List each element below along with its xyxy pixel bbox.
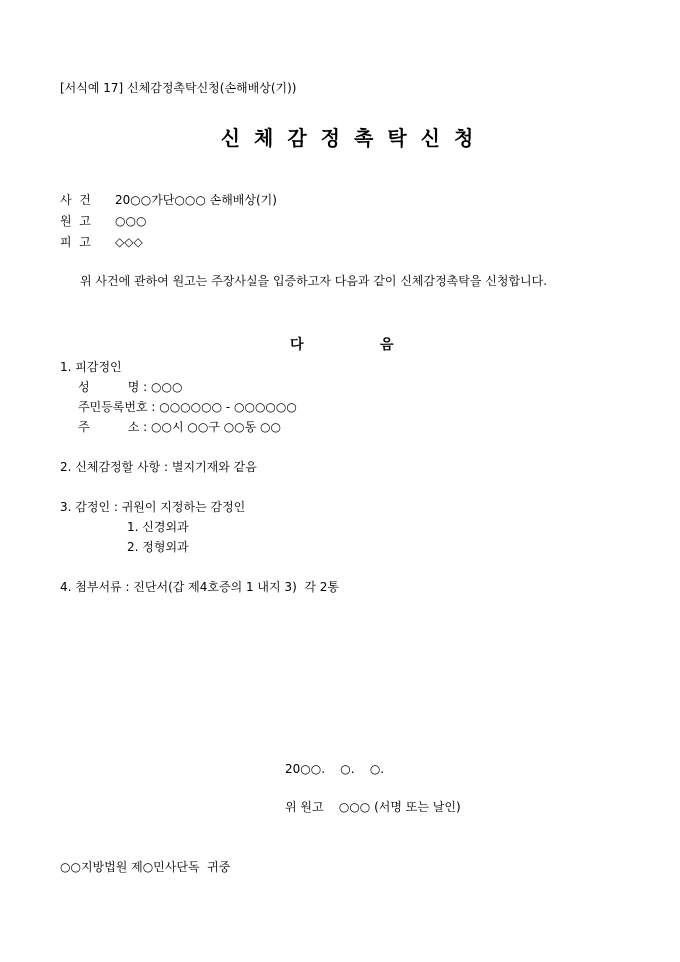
defendant-value: ◇◇◇ <box>115 235 143 249</box>
examinee-address-row: 주 소 : ○○시 ○○구 ○○동 ○○ <box>78 420 281 434</box>
plaintiff-label: 원 고 <box>60 214 91 228</box>
examinee-rrn-row: 주민등록번호 : ○○○○○○ - ○○○○○○ <box>78 400 297 414</box>
plaintiff-value: ○○○ <box>115 214 147 228</box>
case-value: 20○○가단○○○ 손해배상(기) <box>115 193 277 207</box>
signature-line: 위 원고 ○○○ (서명 또는 날인) <box>285 800 461 814</box>
item1-title: 1. 피감정인 <box>60 360 122 374</box>
case-label: 사 건 <box>60 193 91 207</box>
body-paragraph: 위 사건에 관하여 원고는 주장사실을 입증하고자 다음과 같이 신체감정촉탁을 신청합니다. <box>80 274 548 288</box>
item3-title: 3. 감정인 : 귀원이 지정하는 감정인 <box>60 500 246 514</box>
heading-right-char: 음 <box>380 337 394 353</box>
heading-left-char: 다 <box>290 337 304 353</box>
item2: 2. 신체감정할 사항 : 별지기재와 같음 <box>60 460 257 474</box>
document-title: 신체감정촉탁신청 <box>220 126 488 150</box>
item3-sub2: 2. 정형외과 <box>127 540 189 554</box>
item4: 4. 첨부서류 : 진단서(갑 제4호증의 1 내지 3) 각 2통 <box>60 580 340 594</box>
form-label: [서식예 17] 신체감정촉탁신청(손해배상(기)) <box>60 81 297 95</box>
examinee-name-row: 성 명 : ○○○ <box>78 380 183 394</box>
date-line: 20○○. ○. ○. <box>285 762 385 776</box>
item3-sub1: 1. 신경외과 <box>127 520 189 534</box>
defendant-label: 피 고 <box>60 235 91 249</box>
court-addressee: ○○지방법원 제○민사단독 귀중 <box>60 860 231 874</box>
